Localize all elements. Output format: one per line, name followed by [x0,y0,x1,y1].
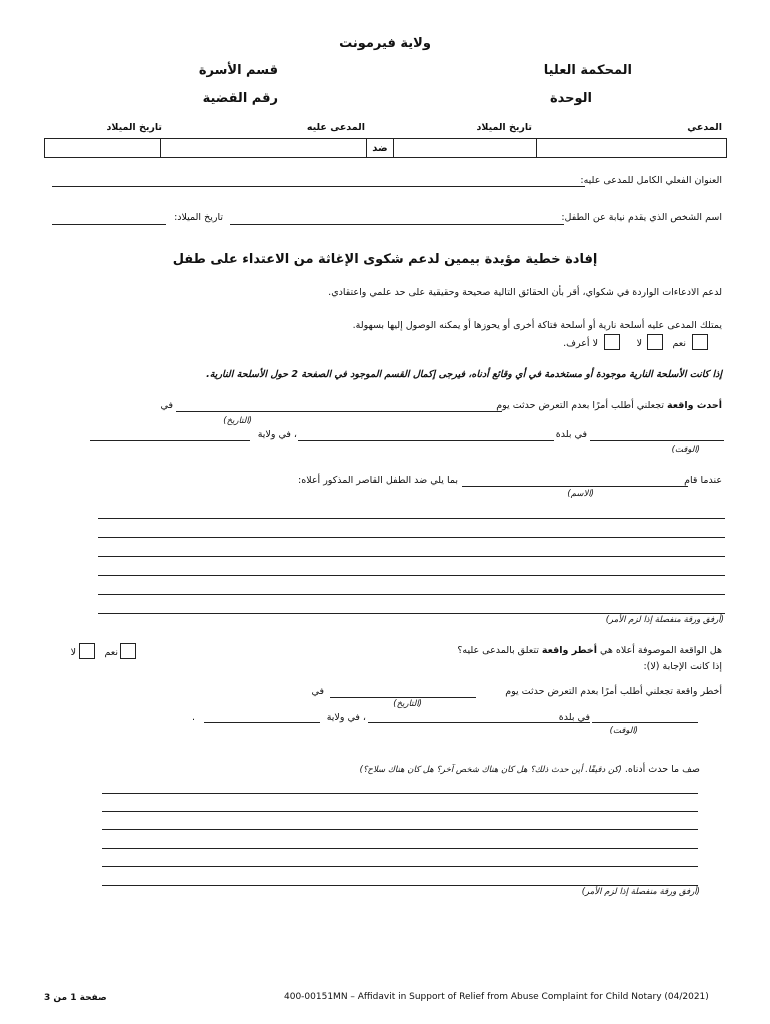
recent-state-label: ، في ولاية [257,429,297,440]
worst-description-line-4[interactable] [102,848,698,849]
worst-if-no-label: إذا كانت الإجابة (لا): [643,661,722,672]
firearms-unknown-label: لا أعرف. [563,338,598,349]
worst-question-pre: هل الواقعة الموصوفة أعلاه هي [596,645,722,656]
filer-label: اسم الشخص الذي يقدم نيابة عن الطفل: [561,212,722,223]
firearms-note: إذا كانت الأسلحة النارية موجودة أو مستخدمة في أي وقائع أدناه، فيرجى إكمال القسم الموجود في الصفحة 2 حول الأسلحة النارية. [206,369,722,380]
recent-name-field[interactable] [462,486,688,487]
worst-no-label: لا [70,647,76,658]
recent-incident-bold: أحدث واقعة [667,400,722,411]
recent-did-label: بما يلي ضد الطفل القاصر المذكور أعلاه: [298,475,458,486]
form-identifier: 400-00151MN – Affidavit in Support of Relief from Abuse Complaint for Child Notary (04/2021) [284,992,709,1002]
firearms-no-label: لا [636,338,642,349]
worst-yes-checkbox[interactable] [120,643,136,659]
defendant-dob-label: تاريخ الميلاد [106,122,162,133]
court-name: المحكمة العليا [543,63,632,78]
recent-description-line-1[interactable] [98,518,725,519]
document-title: إفادة خطية مؤيدة بيمين لدعم شكوى الإغاثة من الاعتداء على طفل [172,252,598,267]
worst-description-line-1[interactable] [102,793,698,794]
plaintiff-name-field[interactable] [537,139,727,158]
division-name: قسم الأسرة [198,63,278,78]
worst-describe-hint: (كن دقيقًا. أين حدث ذلك؟ هل كان هناك شخص آخر؟ هل كان هناك سلاح؟) [359,765,622,775]
worst-state-label: ، في ولاية [326,712,366,723]
recent-state-field[interactable] [90,440,250,441]
recent-attach-note: (أرفق ورقة منفصلة إذا لزم الأمر) [605,615,724,625]
worst-state-field[interactable] [204,722,320,723]
address-label: العنوان الفعلي الكامل للمدعى عليه: [580,175,722,186]
worst-town-field[interactable] [368,722,590,723]
recent-incident-prompt [496,400,722,411]
worst-description-line-3[interactable] [102,829,698,830]
worst-no-checkbox[interactable] [79,643,95,659]
recent-incident-text: تجعلني أطلب أمرًا بعدم التعرض حدثت يوم [496,400,668,411]
worst-description-line-5[interactable] [102,866,698,867]
recent-description-line-5[interactable] [98,594,725,595]
plaintiff-dob-field[interactable] [394,139,537,158]
worst-describe-text: صف ما حدث أدناه. [624,764,700,775]
firearms-yes-label: نعم [672,338,686,349]
worst-date-field[interactable] [330,697,476,698]
worst-describe-label [360,764,700,775]
recent-town-label: في بلدة [555,429,587,440]
defendant-label: المدعى عليه [306,122,365,133]
worst-time-field[interactable] [592,722,698,723]
recent-when-label: عندما قام [684,475,722,486]
versus-label: ضد [366,139,394,158]
recent-date-hint: (التاريخ) [223,416,252,426]
worst-yes-label: نعم [104,647,118,658]
defendant-dob-field[interactable] [45,139,161,158]
recent-description-line-4[interactable] [98,575,725,576]
worst-date-hint: (التاريخ) [393,699,422,709]
firearms-no-checkbox[interactable] [647,334,663,350]
worst-question-post: تتعلق بالمدعى عليه؟ [457,645,542,656]
worst-town-label: في بلدة [558,712,590,723]
recent-time-hint: (الوقت) [671,445,700,455]
recent-description-line-6[interactable] [98,613,725,614]
address-field[interactable] [52,186,585,187]
worst-incident-prompt: أخطر واقعة تجعلني أطلب أمرًا بعدم التعرض حدثت يوم [505,686,722,697]
firearms-yes-checkbox[interactable] [692,334,708,350]
recent-name-hint: (الاسم) [567,489,594,499]
state-title: ولاية فيرمونت [339,36,431,51]
worst-question-bold: أخطر واقعة [541,645,597,656]
parties-table [44,138,727,158]
docket-label: رقم القضية [202,91,278,106]
defendant-name-field[interactable] [160,139,366,158]
worst-time-hint: (الوقت) [609,726,638,736]
filer-dob-label: تاريخ الميلاد: [174,212,223,223]
recent-in-label: في [160,400,173,411]
filer-dob-field[interactable] [52,224,166,225]
filer-name-field[interactable] [230,224,564,225]
recent-date-field[interactable] [176,411,502,412]
firearms-unknown-checkbox[interactable] [604,334,620,350]
worst-description-line-6[interactable] [102,885,698,886]
worst-incident-question [457,645,722,656]
firearms-question: يمتلك المدعى عليه أسلحة نارية أو أسلحة فتاكة أخرى أو يحوزها أو يمكنه الوصول إليها بسهولة. [352,320,722,331]
recent-description-line-3[interactable] [98,556,725,557]
worst-description-line-2[interactable] [102,811,698,812]
recent-time-field[interactable] [590,440,724,441]
worst-state-period: . [192,712,196,723]
plaintiff-dob-label: تاريخ الميلاد [476,122,532,133]
page-number: صفحة 1 من 3 [44,993,107,1003]
recent-description-line-2[interactable] [98,537,725,538]
intro-statement: لدعم الادعاءات الواردة في شكواي، أقر بأن الحقائق التالية صحيحة وحقيقية على حد علمي واعتقادي. [328,287,722,298]
unit-label: الوحدة [549,91,592,106]
recent-town-field[interactable] [298,440,554,441]
plaintiff-label: المدعي [687,122,722,133]
worst-in-label: في [311,686,324,697]
worst-attach-note: (أرفق ورقة منفصلة إذا لزم الأمر) [581,887,700,897]
